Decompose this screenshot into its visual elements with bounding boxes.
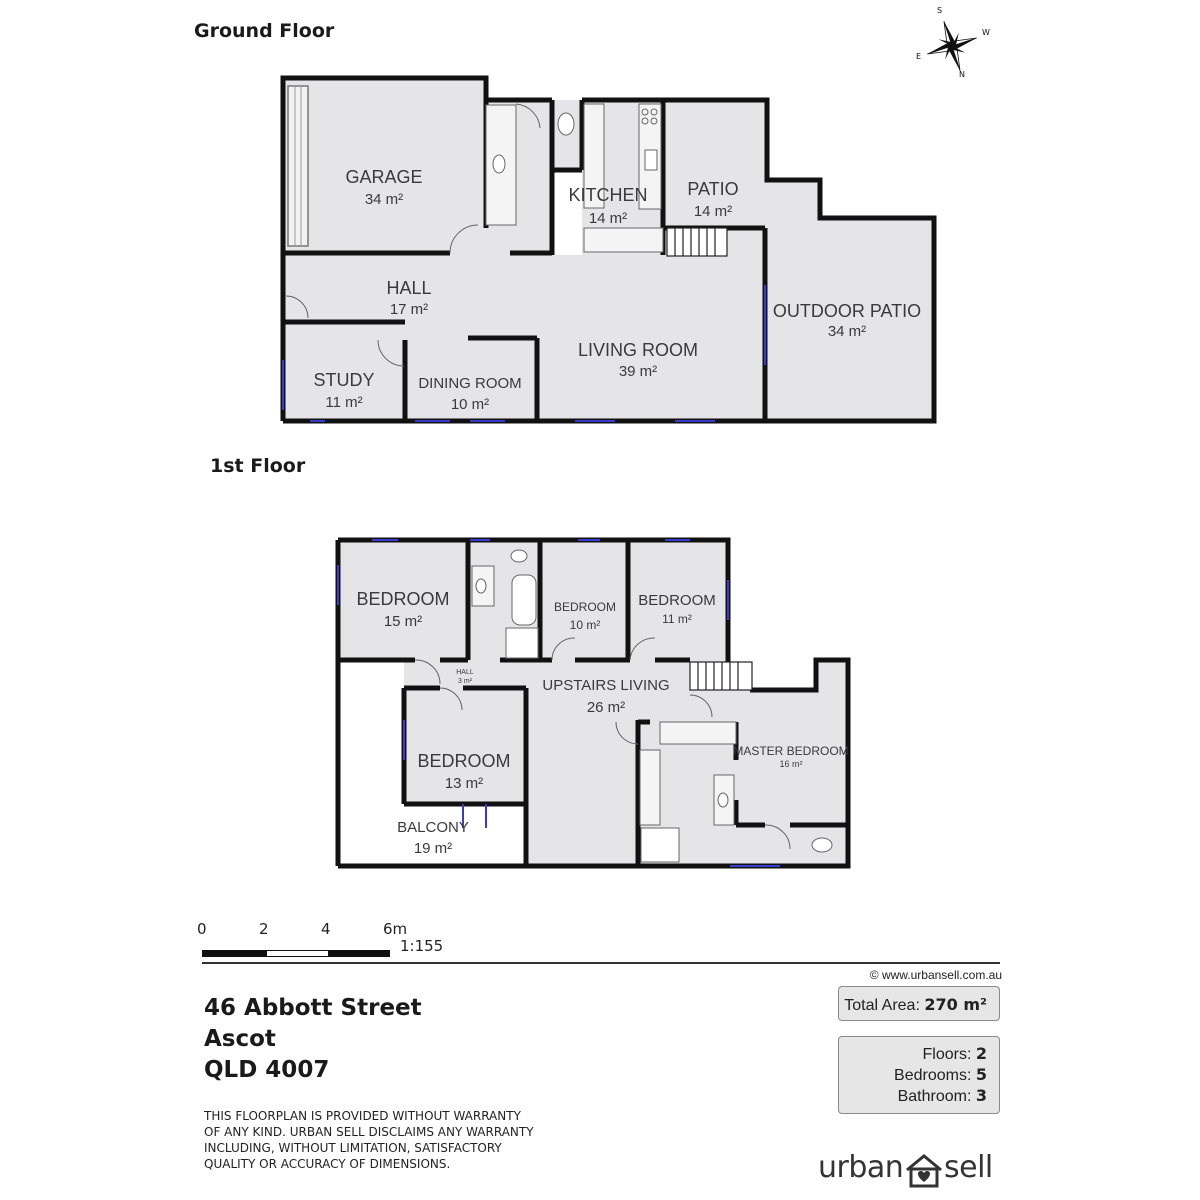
floors-label: Floors: — [922, 1046, 972, 1063]
room-bedroom-a-area: 15 m² — [383, 613, 423, 630]
brand-right: sell — [944, 1150, 993, 1185]
scale-tick-4: 4 — [321, 920, 331, 938]
disclaimer — [204, 1108, 584, 1172]
address-line-2: Ascot — [204, 1026, 276, 1052]
scale-segment — [202, 950, 266, 957]
room-balcony-name: BALCONY — [397, 819, 469, 836]
bathrooms-value: 3 — [975, 1086, 987, 1105]
scale-segment — [266, 950, 330, 957]
bedrooms-value: 5 — [975, 1065, 987, 1084]
disclaimer-line: OF ANY KIND. URBAN SELL DISCLAIMS ANY WARRANTY — [204, 1125, 534, 1139]
room-living-room-name: LIVING ROOM — [577, 340, 699, 360]
room-hall-name: HALL — [386, 278, 432, 298]
total-area-value: 270 m² — [924, 995, 987, 1014]
room-kitchen-name: KITCHEN — [568, 185, 648, 205]
stats-box — [838, 1036, 1000, 1114]
first-floor-title: 1st Floor — [210, 455, 306, 477]
scale-segment — [328, 950, 390, 957]
scale-tick-0: 0 — [197, 920, 207, 938]
room-bedroom-d-name: BEDROOM — [417, 751, 511, 771]
scale-ratio: 1:155 — [400, 937, 444, 955]
room-bedroom-b-name: BEDROOM — [553, 600, 617, 614]
compass-n: N — [959, 70, 965, 79]
room-bedroom-b-area: 10 m² — [569, 618, 601, 632]
room-study-area: 11 m² — [325, 394, 363, 411]
room-garage-area: 34 m² — [364, 191, 404, 208]
disclaimer-line: QUALITY OR ACCURACY OF DIMENSIONS. — [204, 1157, 451, 1171]
compass-e: E — [916, 52, 922, 61]
room-dining-room-area: 10 m² — [450, 396, 490, 413]
room-patio-area: 14 m² — [693, 203, 733, 220]
room-living-room-area: 39 m² — [618, 363, 658, 380]
room-patio-name: PATIO — [687, 179, 739, 199]
room-master-bedroom-area: 16 m² — [779, 759, 803, 769]
disclaimer-line: THIS FLOORPLAN IS PROVIDED WITHOUT WARRANTY — [204, 1109, 521, 1123]
house-heart-icon — [904, 1152, 944, 1188]
total-area-label: Total Area: — [844, 997, 920, 1014]
room-hall-area: 17 m² — [389, 301, 429, 318]
address-line-1: 46 Abbott Street — [204, 995, 422, 1021]
bedrooms-label: Bedrooms: — [894, 1067, 972, 1084]
disclaimer-line: INCLUDING, WITHOUT LIMITATION, SATISFACTORY — [204, 1141, 502, 1155]
room-dining-room-name: DINING ROOM — [418, 375, 522, 392]
room-hall-upper-area: 3 m² — [458, 678, 472, 685]
compass-s: S — [937, 6, 943, 15]
room-bedroom-c-name: BEDROOM — [638, 592, 716, 609]
room-master-bedroom-name: MASTER BEDROOM — [733, 744, 849, 758]
brand-logo — [818, 1150, 1000, 1190]
room-study-name: STUDY — [313, 370, 375, 390]
scale-tick-6: 6m — [383, 920, 408, 938]
room-outdoor-patio-area: 34 m² — [827, 323, 867, 340]
scale-tick-2: 2 — [259, 920, 269, 938]
address-line-3: QLD 4007 — [204, 1057, 330, 1083]
room-balcony-area: 19 m² — [413, 840, 453, 857]
floors-value: 2 — [975, 1044, 987, 1063]
room-hall-upper-name: HALL — [456, 669, 474, 676]
room-kitchen-area: 14 m² — [588, 210, 628, 227]
room-outdoor-patio-name: OUTDOOR PATIO — [772, 301, 922, 321]
room-bedroom-d-area: 13 m² — [444, 775, 484, 792]
room-upstairs-living-name: UPSTAIRS LIVING — [542, 677, 670, 694]
room-bedroom-a-name: BEDROOM — [356, 589, 450, 609]
total-area-box — [838, 986, 1000, 1021]
copyright: © www.urbansell.com.au — [869, 968, 1002, 982]
ground-floor-title: Ground Floor — [194, 20, 335, 42]
compass-w: W — [982, 28, 990, 37]
room-bedroom-c-area: 11 m² — [662, 612, 692, 626]
divider — [202, 962, 1000, 964]
room-upstairs-living-area: 26 m² — [586, 699, 626, 716]
brand-left: urban — [818, 1150, 904, 1185]
room-garage-name: GARAGE — [345, 167, 423, 187]
bathrooms-label: Bathroom: — [897, 1088, 972, 1105]
